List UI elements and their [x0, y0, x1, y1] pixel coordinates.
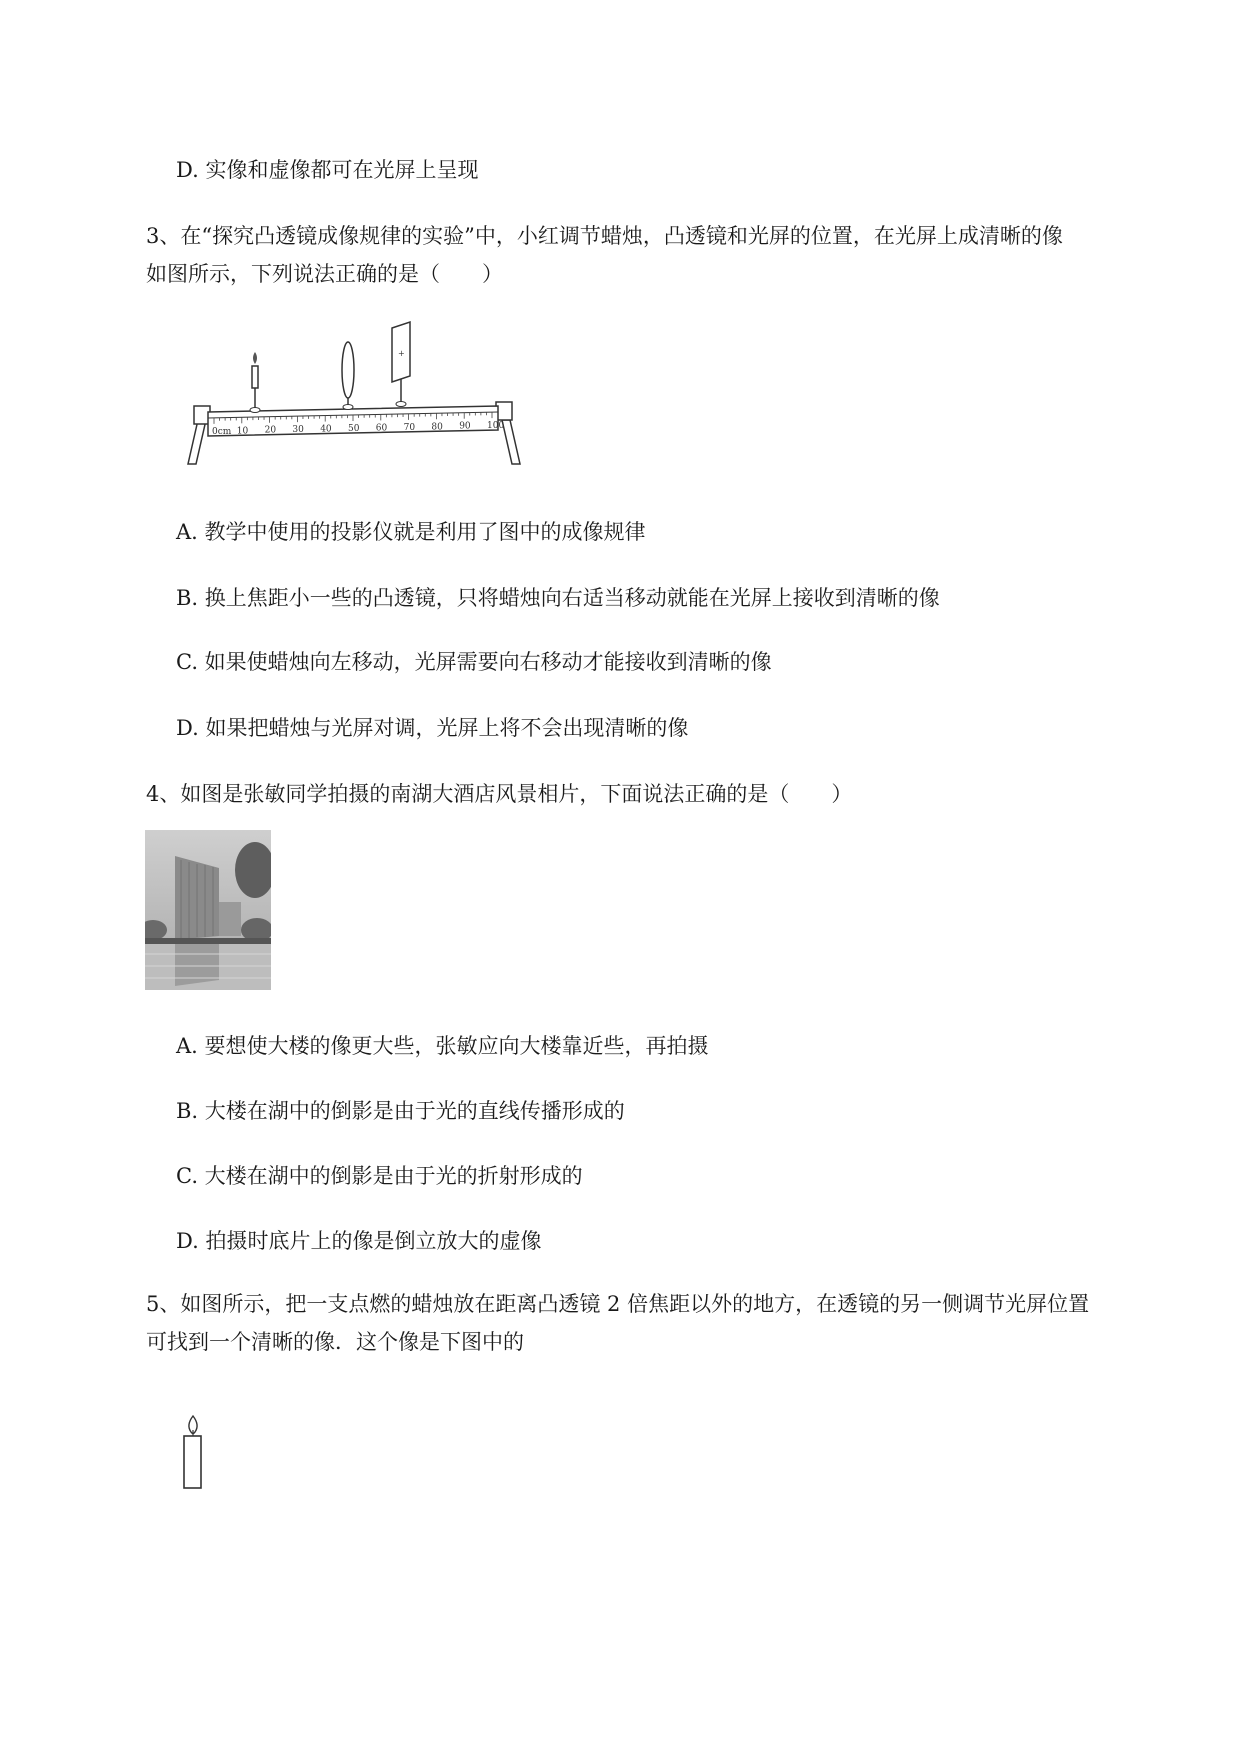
- ruler-label: 30: [292, 425, 304, 436]
- ruler-label: 0cm: [212, 426, 232, 437]
- q4-option-d: D. 拍摄时底片上的像是倒立放大的虚像: [176, 1229, 542, 1253]
- bench-left-leg: [188, 420, 206, 464]
- ruler-label: 80: [431, 422, 443, 433]
- ruler-label: 100: [487, 421, 505, 432]
- ruler-label: 70: [403, 422, 416, 433]
- q3-option-b: B. 换上焦距小一些的凸透镜，只将蜡烛向右适当移动就能在光屏上接收到清晰的像: [176, 586, 940, 610]
- convex-lens: [342, 342, 354, 410]
- ruler-label: 50: [348, 424, 360, 434]
- ruler-label: 90: [459, 421, 471, 432]
- svg-text:+: +: [398, 349, 405, 358]
- q3-stem-line1: 3、在“探究凸透镜成像规律的实验”中，小红调节蜡烛，凸透镜和光屏的位置，在光屏上成清晰的像: [146, 224, 1063, 248]
- ruler-label: 40: [320, 424, 332, 435]
- prev-option-d: D. 实像和虚像都可在光屏上呈现: [176, 158, 479, 182]
- q3-option-a: A. 教学中使用的投影仪就是利用了图中的成像规律: [176, 520, 646, 544]
- candle-on-bench: [250, 352, 260, 413]
- candle-body: [184, 1436, 201, 1488]
- hotel-photo: [145, 830, 271, 990]
- light-screen: [392, 322, 410, 407]
- q3-option-c: C. 如果使蜡烛向左移动，光屏需要向右移动才能接收到清晰的像: [176, 650, 772, 674]
- lit-candle-figure: [178, 1412, 208, 1492]
- q3-stem-line2: 如图所示，下列说法正确的是（ ）: [146, 262, 503, 286]
- ruler-label: 20: [264, 425, 277, 436]
- bench-right-leg: [502, 420, 520, 464]
- ruler-label: 10: [236, 426, 249, 437]
- q5-stem-line2: 可找到一个清晰的像．这个像是下图中的: [146, 1330, 524, 1354]
- optical-bench-figure: [170, 318, 540, 474]
- q5-stem-line1: 5、如图所示，把一支点燃的蜡烛放在距离凸透镜 2 倍焦距以外的地方，在透镜的另一侧调节光屏位置: [146, 1292, 1090, 1316]
- q4-option-c: C. 大楼在湖中的倒影是由于光的折射形成的: [176, 1164, 583, 1188]
- q4-stem: 4、如图是张敏同学拍摄的南湖大酒店风景相片，下面说法正确的是（ ）: [146, 782, 853, 806]
- q3-option-d: D. 如果把蜡烛与光屏对调，光屏上将不会出现清晰的像: [176, 716, 689, 740]
- q4-option-b: B. 大楼在湖中的倒影是由于光的直线传播形成的: [176, 1099, 625, 1123]
- q4-option-a: A. 要想使大楼的像更大些，张敏应向大楼靠近些，再拍摄: [176, 1034, 709, 1058]
- ruler-label: 60: [375, 423, 388, 434]
